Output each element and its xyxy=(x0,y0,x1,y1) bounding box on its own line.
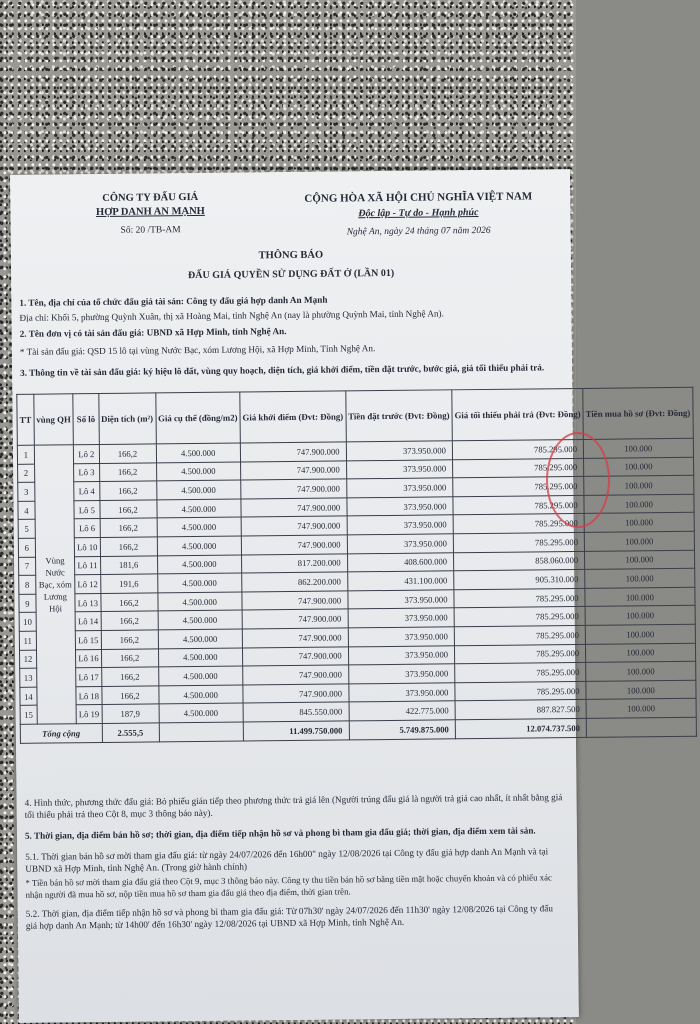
cell-area: 166,2 xyxy=(101,648,158,667)
cell-area: 187,9 xyxy=(102,704,159,723)
red-seal-stamp xyxy=(546,432,610,528)
org-line1: CÔNG TY ĐẤU GIÁ xyxy=(102,191,199,204)
cell-area: 166,2 xyxy=(101,630,158,649)
cell-tt: 11 xyxy=(19,631,36,650)
cell-lot: Lô 2 xyxy=(74,445,99,464)
cell-fee: 100.000 xyxy=(583,438,693,458)
cell-min-price: 785.295.000 xyxy=(455,681,586,701)
cell-fee: 100.000 xyxy=(584,457,694,477)
cell-lot: Lô 5 xyxy=(74,500,99,519)
cell-fee: 100.000 xyxy=(585,568,695,588)
cell-min-price: 858.060.000 xyxy=(453,551,584,571)
cell-area: 166,2 xyxy=(101,686,158,705)
cell-start-price: 817.200.000 xyxy=(241,553,347,573)
cell-min-price: 785.295.000 xyxy=(453,532,584,552)
cell-deposit: 373.950.000 xyxy=(346,478,453,498)
cell-unit-price: 4.500.000 xyxy=(157,555,242,574)
cell-fee: 100.000 xyxy=(586,661,696,681)
cell-unit-price: 4.500.000 xyxy=(158,610,243,629)
cell-tt: 3 xyxy=(18,482,35,501)
cell-deposit: 373.950.000 xyxy=(348,683,455,703)
section1-address: Địa chỉ: Khối 5, phường Quỳnh Xuân, thị xã Hoàng Mai, tỉnh Nghệ An (nay là phường Quỳnh Mai, tỉnh Nghệ An). xyxy=(19,308,444,323)
section1-heading: 1. Tên, địa chỉ của tổ chức đấu giá tài sản: Công ty đấu giá hợp danh An Mạnh xyxy=(19,294,328,308)
cell-lot: Lô 17 xyxy=(76,668,101,687)
header-min-price: Giá tối thiểu phải trả (Đvt: Đồng) xyxy=(452,388,584,440)
cell-lot: Lô 11 xyxy=(75,556,100,575)
cell-lot: Lô 13 xyxy=(75,593,100,612)
cell-area: 166,2 xyxy=(99,444,156,463)
cell-unit-price: 4.500.000 xyxy=(157,536,242,555)
organization-header xyxy=(50,190,250,238)
header-start-price: Giá khởi điểm (Đvt: Đồng) xyxy=(240,391,346,443)
cell-unit-price: 4.500.000 xyxy=(158,629,243,648)
cell-start-price: 747.900.000 xyxy=(241,498,347,518)
cell-deposit: 431.100.000 xyxy=(347,571,454,591)
cell-lot: Lô 19 xyxy=(76,705,101,724)
cell-unit-price: 4.500.000 xyxy=(156,462,241,481)
cell-fee: 100.000 xyxy=(585,550,695,570)
cell-lot: Lô 10 xyxy=(75,537,100,556)
cell-min-price: 905.310.000 xyxy=(454,570,585,590)
cell-start-price: 747.900.000 xyxy=(242,591,348,611)
cell-lot: Lô 16 xyxy=(76,649,101,668)
cell-fee: 100.000 xyxy=(586,699,696,719)
cell-unit-price: 4.500.000 xyxy=(159,703,244,722)
cell-tt: 1 xyxy=(17,445,34,464)
cell-start-price: 747.900.000 xyxy=(242,609,348,629)
cell-deposit: 373.950.000 xyxy=(348,608,455,628)
cell-min-price: 785.295.000 xyxy=(454,644,585,664)
cell-tt: 10 xyxy=(19,613,36,632)
section3-heading: 3. Thông tin về tài sản đấu giá: ký hiệu lô đất, vùng quy hoạch, diện tích, giá khởi điểm, tiền đặt trước, bước giá, giá tối thiểu phải trả. xyxy=(20,362,545,378)
cell-tt: 4 xyxy=(18,501,35,520)
cell-deposit: 408.600.000 xyxy=(347,552,454,572)
cell-deposit: 373.950.000 xyxy=(347,534,454,554)
cell-lot: Lô 6 xyxy=(74,519,99,538)
cell-start-price: 862.200.000 xyxy=(242,572,348,592)
cell-start-price: 747.900.000 xyxy=(241,516,347,536)
cell-lot: Lô 12 xyxy=(75,575,100,594)
cell-min-price: 785.295.000 xyxy=(453,458,584,478)
cell-tt: 14 xyxy=(20,687,37,706)
header-lot: Số lô xyxy=(73,394,99,445)
cell-unit-price: 4.500.000 xyxy=(157,573,242,592)
cell-start-price: 747.900.000 xyxy=(243,665,349,685)
cell-tt: 9 xyxy=(19,594,36,613)
header-fee: Tiền mua hồ sơ (Đvt: Đồng) xyxy=(583,387,693,439)
cell-min-price: 785.295.000 xyxy=(453,514,584,534)
cell-deposit: 422.775.000 xyxy=(349,701,456,721)
cell-min-price: 785.295.000 xyxy=(454,625,585,645)
cell-unit-price: 4.500.000 xyxy=(158,648,243,667)
cell-deposit: 373.950.000 xyxy=(348,627,455,647)
section2-heading: 2. Tên đơn vị có tài sản đấu giá: UBND xã Hợp Minh, tỉnh Nghệ An. xyxy=(19,326,287,339)
cell-deposit: 373.950.000 xyxy=(348,645,455,665)
section4-text: 4. Hình thức, phương thức đấu giá: Bỏ phiếu gián tiếp theo phương thức trả giá lên (Người trúng đấu giá là người trả giá cao nhất, ít nhất bằng giá tối thiểu phải trả theo Cột 8, mục 3 thông báo này). xyxy=(24,792,563,820)
cell-fee: 100.000 xyxy=(585,587,695,607)
cell-start-price: 747.900.000 xyxy=(242,646,348,666)
cell-min-price: 785.295.000 xyxy=(454,607,585,627)
cell-area: 181,6 xyxy=(100,555,157,574)
cell-area: 166,2 xyxy=(101,611,158,630)
national-header xyxy=(278,189,558,241)
cell-start-price: 747.900.000 xyxy=(240,442,346,462)
notice-title: THÔNG BÁO xyxy=(258,249,324,262)
cell-start-price: 747.900.000 xyxy=(242,628,348,648)
notice-subtitle: ĐẤU GIÁ QUYỀN SỬ DỤNG ĐẤT Ở (LẦN 01) xyxy=(187,267,395,282)
cell-area: 166,2 xyxy=(100,593,157,612)
cell-zone: Vùng Nước Bạc, xóm Lương Hội xyxy=(34,445,76,724)
cell-area: 166,2 xyxy=(99,463,156,482)
total-start-price: 11.499.750.000 xyxy=(243,721,349,741)
section2-asset: * Tài sản đấu giá: QSD 15 lô tại vùng Nước Bạc, xóm Lương Hội, xã Hợp Minh, Tỉnh Nghệ An. xyxy=(19,343,376,357)
cell-min-price: 785.295.000 xyxy=(454,588,585,608)
section5-para1: 5.1. Thời gian bán hồ sơ mời tham gia đấu giá: từ ngày 24/07/2026 đến 16h00" ngày 12/08/2026 tại Công ty đấu giá hợp danh An Mạnh và tại UBND xã Hợp Minh, tỉnh Nghệ An. (Trong giờ hành chính) xyxy=(25,846,549,874)
header-deposit: Tiền đặt trước (Đvt: Đồng) xyxy=(345,390,452,442)
cell-fee: 100.000 xyxy=(585,606,695,626)
cell-lot: Lô 14 xyxy=(75,612,100,631)
total-area: 2.555,5 xyxy=(102,723,159,742)
cell-deposit: 373.950.000 xyxy=(346,459,453,479)
cell-tt: 8 xyxy=(19,575,36,594)
cell-area: 166,2 xyxy=(101,667,158,686)
cell-lot: Lô 15 xyxy=(76,630,101,649)
section5-para3: 5.2. Thời gian, địa điểm tiếp nhận hồ sơ và phong bì tham gia đấu giá: Từ 07h30' ngày 24/07/2026 đến 11h30' ngày 12/08/2026 tại Công ty đấu giá hợp danh An Mạnh; từ 14h00' đến 16h30' ngày 12/08/2026 tại UBND xã Hợp Minh, tỉnh Nghệ An. xyxy=(25,903,553,931)
cell-fee: 100.000 xyxy=(584,494,694,514)
org-line2: HỢP DANH AN MẠNH xyxy=(95,205,205,219)
cell-tt: 7 xyxy=(19,557,36,576)
cell-deposit: 373.950.000 xyxy=(346,441,453,461)
cell-lot: Lô 3 xyxy=(74,463,99,482)
cell-lot: Lô 4 xyxy=(74,482,99,501)
cell-tt: 12 xyxy=(19,650,36,669)
cell-min-price: 887.827.500 xyxy=(455,700,586,720)
notice-document xyxy=(10,169,691,1023)
cell-start-price: 747.900.000 xyxy=(241,479,347,499)
document-number: Số: 20 /TB-AM xyxy=(120,225,181,236)
cell-tt: 6 xyxy=(18,538,35,557)
cell-min-price: 785.295.000 xyxy=(453,495,584,515)
total-label: Tổng cộng xyxy=(20,723,102,742)
cell-deposit: 373.950.000 xyxy=(347,515,454,535)
national-motto-line1: CỘNG HÒA XÃ HỘI CHỦ NGHĨA VIỆT NAM xyxy=(304,190,533,205)
national-motto-line2: Độc lập - Tự do - Hạnh phúc xyxy=(358,207,479,220)
header-area: Diện tích (m²) xyxy=(98,393,156,445)
cell-fee: 100.000 xyxy=(584,513,694,533)
cell-tt: 2 xyxy=(18,464,35,483)
cell-fee: 100.000 xyxy=(584,475,694,495)
cell-unit-price: 4.500.000 xyxy=(156,499,241,518)
cell-fee: 100.000 xyxy=(586,643,696,663)
document-date: Nghệ An, ngày 24 tháng 07 năm 2026 xyxy=(346,225,491,238)
cell-start-price: 845.550.000 xyxy=(243,702,349,722)
section5-heading: 5. Thời gian, địa điểm bán hồ sơ; thời gian, địa điểm tiếp nhận hồ sơ và phong bì tham gia đấu giá; thời gian, địa điểm xem tài sản. xyxy=(24,825,536,841)
section5-para2: * Tiền bán hồ sơ mời tham gia đấu giá theo Cột 9, mục 3 thông báo này. Công ty thu tiền bán hồ sơ bằng tiền mặt hoặc chuyển khoản và có phiếu xác nhận người đã mua hồ sơ, nộp tiền mua hồ sơ tham gia đấu giá theo địa điểm, thời gian trên. xyxy=(25,872,552,900)
cell-min-price: 785.295.000 xyxy=(452,439,583,459)
cell-start-price: 747.900.000 xyxy=(241,535,347,555)
header-zone: vùng QH xyxy=(34,394,74,445)
cell-unit-price: 4.500.000 xyxy=(156,480,241,499)
header-tt: TT xyxy=(17,394,34,445)
cell-min-price: 785.295.000 xyxy=(453,477,584,497)
cell-unit-price: 4.500.000 xyxy=(156,443,241,462)
cell-deposit: 373.950.000 xyxy=(347,590,454,610)
header-unit-price: Giá cụ thể (đồng/m2) xyxy=(155,392,240,444)
cell-unit-price: 4.500.000 xyxy=(158,666,243,685)
cell-area: 166,2 xyxy=(100,518,157,537)
cell-fee: 100.000 xyxy=(585,624,695,644)
total-unit-empty xyxy=(159,722,244,741)
cell-area: 191,6 xyxy=(100,574,157,593)
cell-unit-price: 4.500.000 xyxy=(158,685,243,704)
cell-area: 166,2 xyxy=(99,481,156,500)
cell-start-price: 747.900.000 xyxy=(240,461,346,481)
cell-tt: 5 xyxy=(18,520,35,539)
cell-tt: 15 xyxy=(20,705,37,724)
cell-fee: 100.000 xyxy=(586,680,696,700)
cell-area: 166,2 xyxy=(100,537,157,556)
cell-fee: 100.000 xyxy=(584,531,694,551)
cell-deposit: 373.950.000 xyxy=(348,664,455,684)
total-fee-empty xyxy=(586,717,696,737)
cell-unit-price: 4.500.000 xyxy=(157,517,242,536)
cell-min-price: 785.295.000 xyxy=(455,663,586,683)
cell-tt: 13 xyxy=(20,668,37,687)
total-min-price: 12.074.737.500 xyxy=(455,718,586,738)
cell-start-price: 747.900.000 xyxy=(243,684,349,704)
cell-area: 166,2 xyxy=(99,500,156,519)
cell-deposit: 373.950.000 xyxy=(347,497,454,517)
total-deposit: 5.749.875.000 xyxy=(349,720,456,740)
cell-lot: Lô 18 xyxy=(76,686,101,705)
cell-unit-price: 4.500.000 xyxy=(157,592,242,611)
